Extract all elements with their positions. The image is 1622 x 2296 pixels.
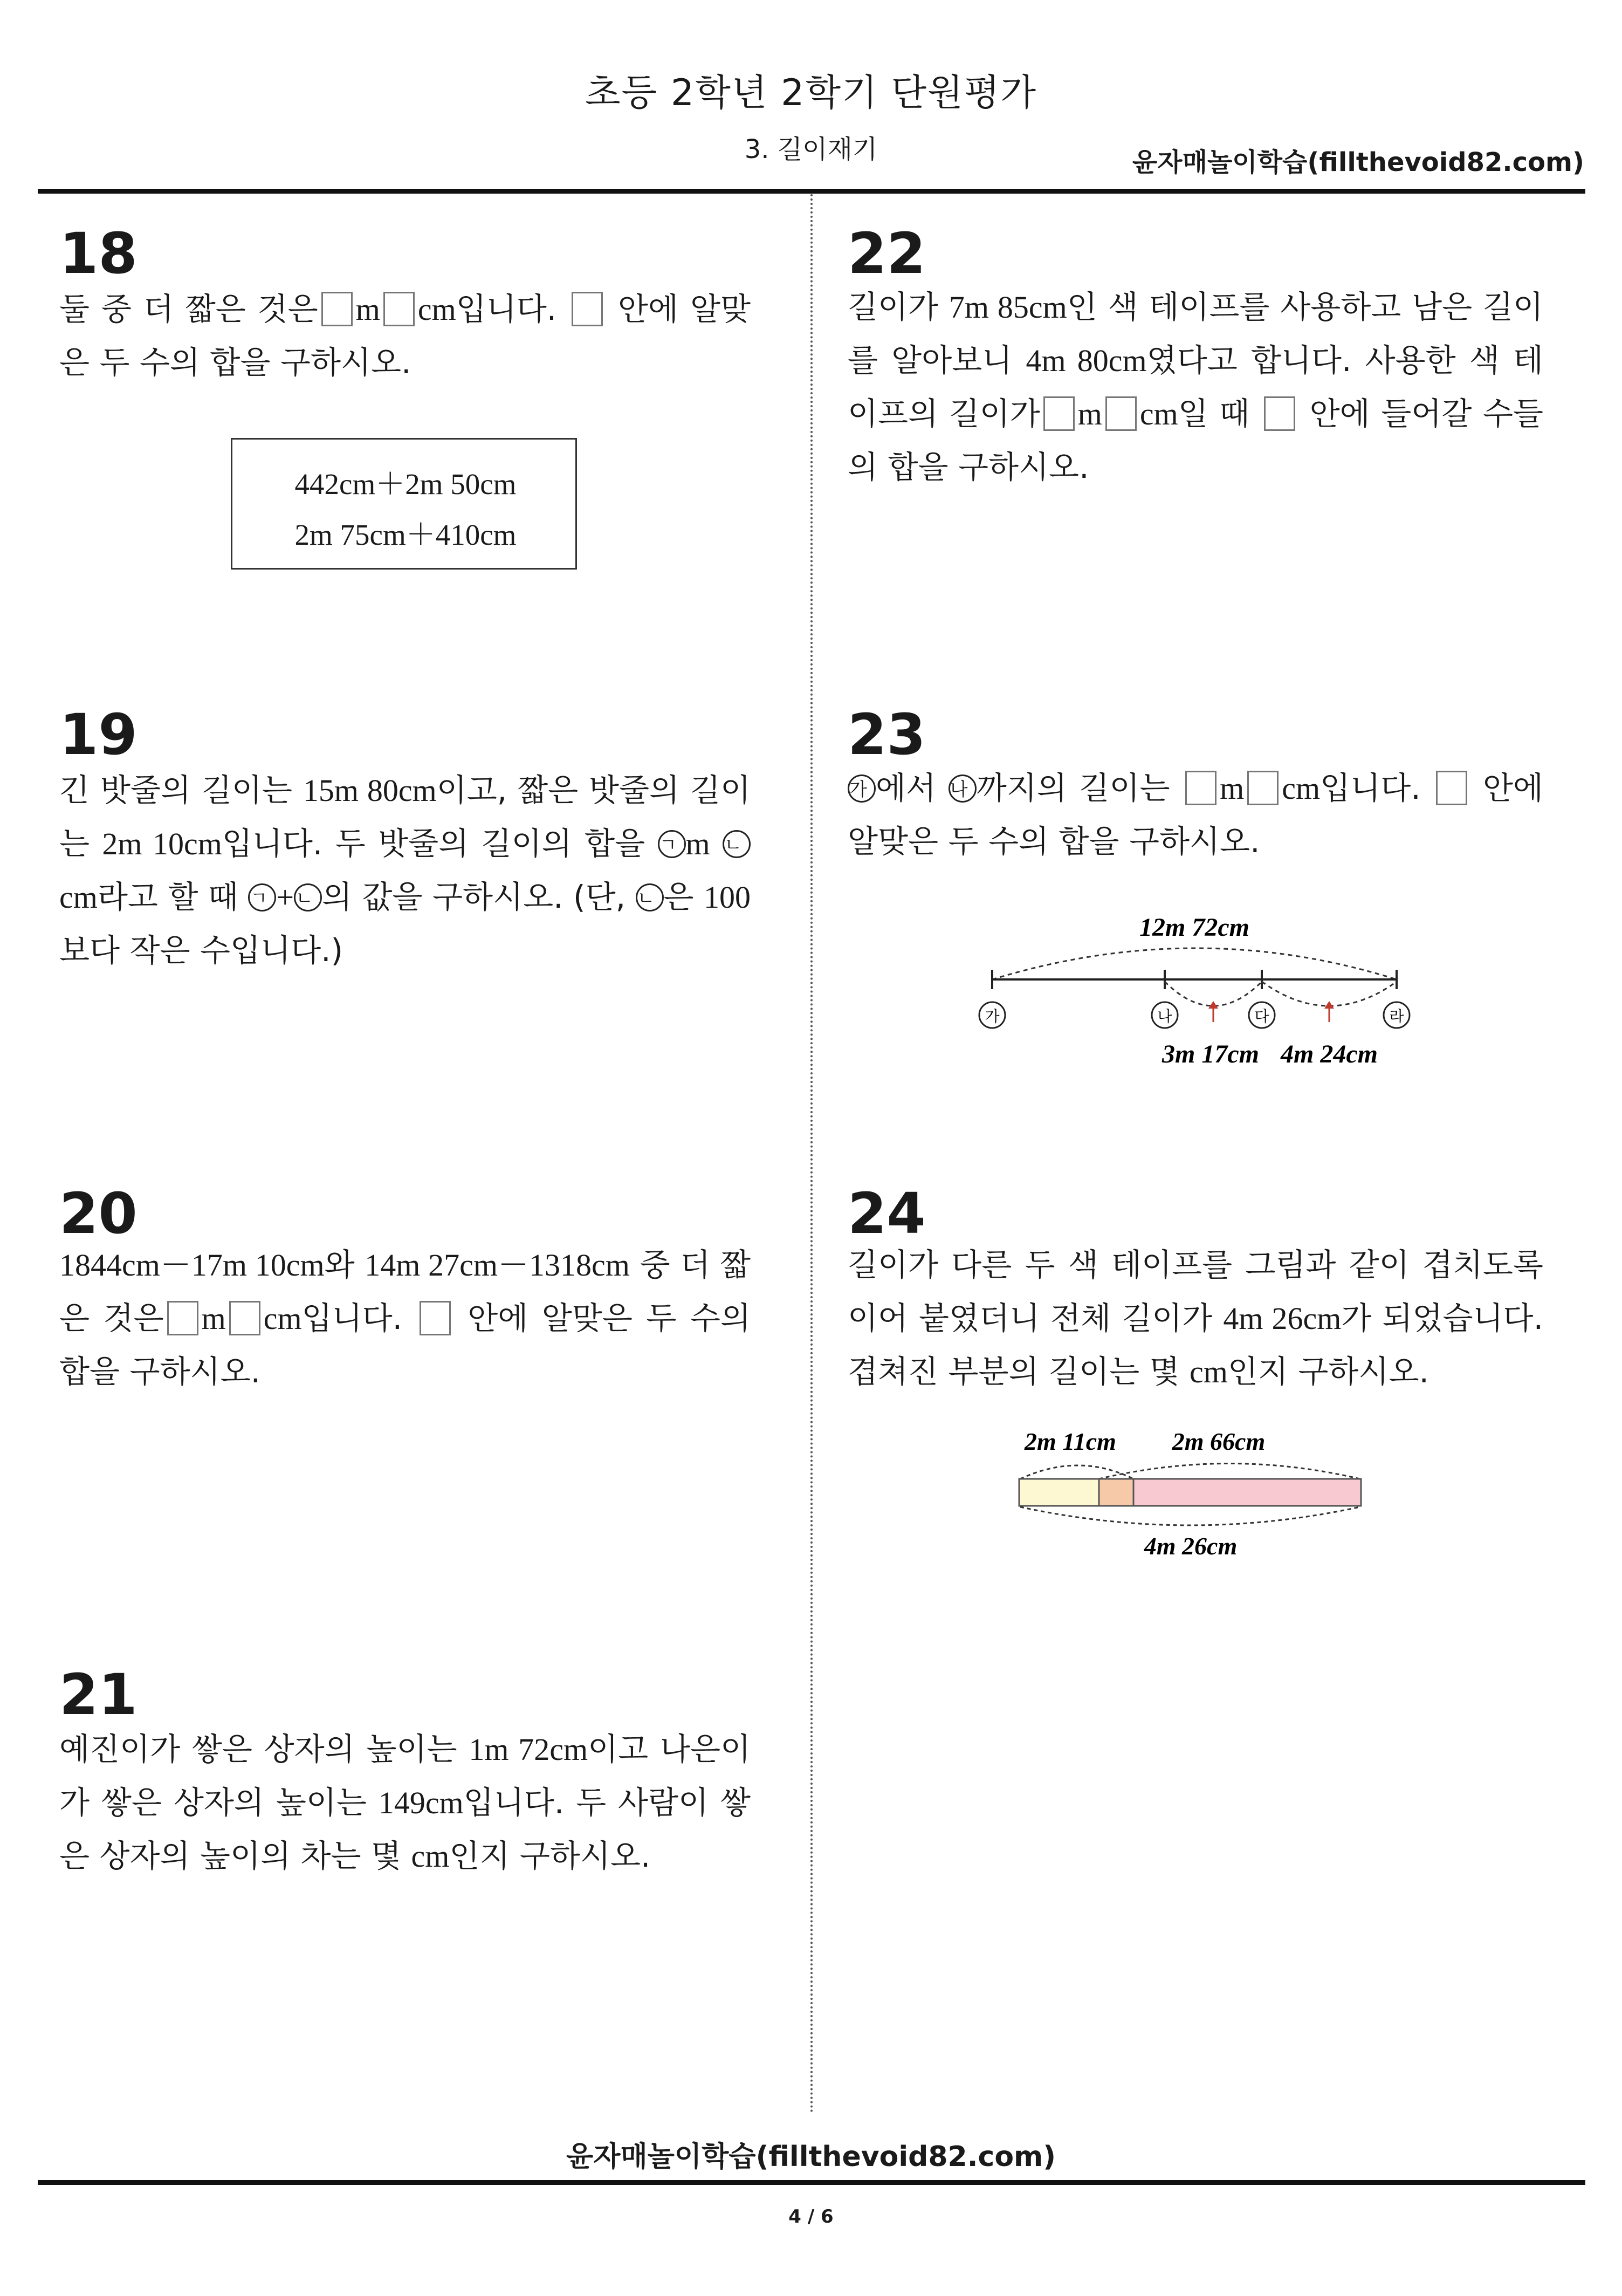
answer-box [321, 292, 353, 326]
answer-box [1247, 771, 1279, 805]
svg-text:다: 다 [1254, 1008, 1269, 1025]
expression-box [231, 438, 577, 570]
answer-box [383, 292, 415, 326]
answer-box [572, 292, 603, 326]
question-number-23: 23 [848, 702, 926, 767]
tape1 [1019, 1479, 1099, 1506]
question-text-22: 길이가 7m 85cm인 색 테이프를 사용하고 남은 길이를 알아보니 4m 80cm였다고 합니다. 사용한 색 테이프의 길이가 m cm일 때 안에 들어갈 수들의 합을 구하시오. [848, 289, 1544, 485]
total-length-label: 12m 72cm [1139, 913, 1249, 942]
question-text-24: 길이가 다른 두 색 테이프를 그림과 같이 겹치도록 이어 붙였더니 전체 길이가 4m 26cm가 되었습니다. 겹쳐진 부분의 길이는 몇 cm인지 구하시오. [848, 1246, 1543, 1390]
question-number-19: 19 [59, 702, 138, 767]
bottom-rule [38, 2180, 1585, 2185]
circled-nieun: ㄴ [294, 883, 322, 911]
answer-box [229, 1301, 260, 1335]
question-number-24: 24 [848, 1181, 926, 1246]
answer-box [167, 1301, 198, 1335]
answer-box [1043, 396, 1075, 431]
tape2-length-label: 2m 66cm [1172, 1428, 1266, 1455]
top-rule [38, 189, 1585, 194]
question-number-20: 20 [59, 1181, 138, 1246]
total-length-label: 4m 26cm [1144, 1532, 1238, 1559]
question-number-22: 22 [848, 221, 926, 286]
circled-na: 나 [949, 775, 977, 803]
page-number: 4 / 6 [788, 2206, 834, 2228]
answer-box [1436, 771, 1467, 805]
segment-diagram [971, 901, 1434, 1079]
answer-box [1185, 771, 1216, 805]
part2-length-label: 4m 24cm [1281, 1040, 1378, 1068]
part1-length-label: 3m 17cm [1162, 1040, 1259, 1068]
question-text-21: 예진이가 쌓은 상자의 높이는 1m 72cm이고 나은이가 쌓은 상자의 높이는 149cm입니다. 두 사람이 쌓은 상자의 높이의 차는 몇 cm인지 구하시오. [59, 1731, 751, 1874]
column-divider [810, 194, 813, 2114]
total-brace [1020, 1507, 1360, 1525]
circled-nieun: ㄴ [636, 883, 664, 911]
header-brand: 윤자매놀이학습(fillthevoid82.com) [1132, 147, 1584, 177]
point-label-ga [979, 1002, 1005, 1028]
question-text-23: 가 에서 나 까지의 길이는 m cm입니다. 안에 알맞은 두 수의 합을 구하시오. [848, 770, 1544, 860]
tape-overlap [1099, 1479, 1133, 1506]
arrow-2-head [1324, 1001, 1334, 1009]
answer-box [1264, 396, 1295, 431]
answer-box [420, 1301, 451, 1335]
expression-line-1: 442cm＋2m 50cm [294, 468, 517, 501]
question-number-21: 21 [59, 1662, 138, 1728]
circled-ga: 가 [848, 775, 876, 803]
footer-brand: 윤자매놀이학습(fillthevoid82.com) [566, 2141, 1056, 2173]
circled-giyeok: ㄱ [658, 830, 686, 858]
svg-text:나: 나 [1157, 1008, 1172, 1025]
circled-giyeok: ㄱ [248, 883, 276, 911]
unit-subtitle: 3. 길이재기 [744, 134, 878, 165]
total-brace [992, 948, 1397, 979]
point-label-na [1152, 1002, 1178, 1028]
svg-text:라: 라 [1389, 1008, 1404, 1025]
answer-box [1105, 396, 1137, 431]
circled-nieun: ㄴ [723, 830, 751, 858]
tape2 [1133, 1479, 1361, 1506]
question-text-20: 1844cm－17m 10cm와 14m 27cm－1318cm 중 더 짧은 것은 m cm입니다. 안에 알맞은 두 수의 합을 구하시오. [59, 1246, 751, 1390]
page-title: 초등 2학년 2학기 단원평가 [585, 72, 1037, 114]
tape-diagram [1008, 1418, 1386, 1559]
question-number-18: 18 [59, 221, 138, 286]
question-text-19: 긴 밧줄의 길이는 15m 80cm이고, 짧은 밧줄의 길이는 2m 10cm입니다. 두 밧줄의 길이의 합을 ㄱ m ㄴ cm라고 할 때 ㄱ +ㄴ 의 값을 구하시오. (단, ㄴ 은 100보다 작은 수입니다.) [59, 772, 751, 969]
arrow-1-head [1208, 1001, 1218, 1009]
tape2-brace [1099, 1464, 1360, 1479]
tape1-brace [1020, 1465, 1133, 1479]
point-label-da [1249, 1002, 1275, 1028]
tape1-length-label: 2m 11cm [1025, 1428, 1116, 1455]
question-text-18: 둘 중 더 짧은 것은 m cm입니다. 안에 알맞은 두 수의 합을 구하시오. [59, 291, 751, 381]
svg-text:가: 가 [985, 1008, 1000, 1025]
point-label-ra [1384, 1002, 1410, 1028]
expression-line-2: 2m 75cm＋410cm [294, 518, 517, 551]
